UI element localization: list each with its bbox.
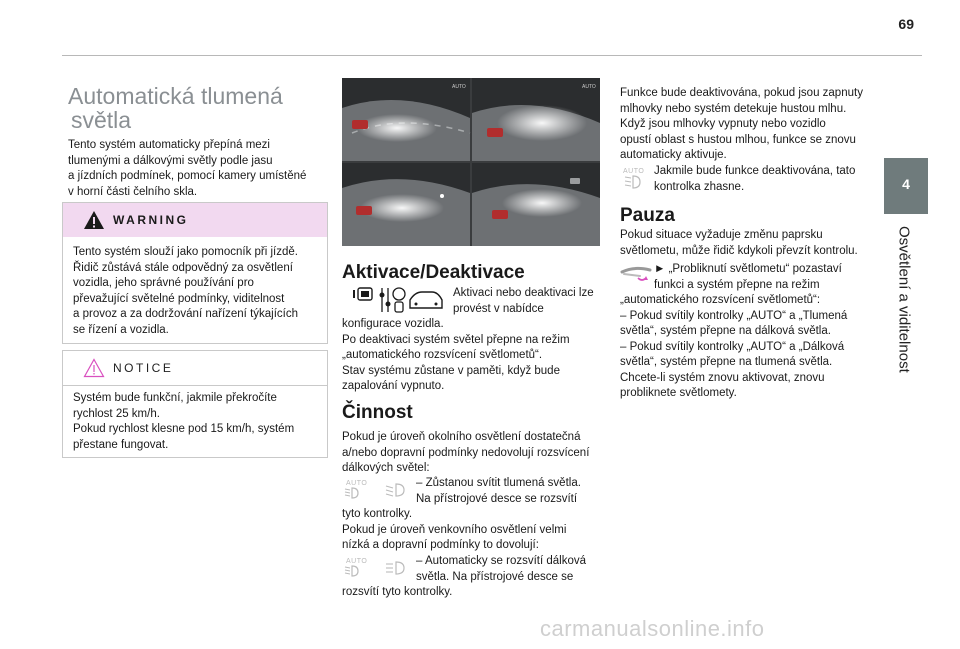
notice-line: Pokud rychlost klesne pod 15 km/h, systém: [73, 423, 295, 435]
col3-line: automaticky aktivuje.: [620, 149, 727, 161]
pause-line: – Pokud svítily kontrolky „AUTO“ a „Tlumená: [620, 309, 848, 322]
section-title-line1: Automatická tlumená: [68, 83, 283, 109]
notice-line: rychlost 25 km/h.: [73, 407, 160, 420]
settings-menu-icon: [350, 286, 450, 316]
pause-line: světlometu, může řidič kdykoli převzít kontrolu.: [620, 244, 858, 257]
activation-inline-line: Aktivaci nebo deaktivaci lze: [453, 287, 594, 299]
pause-inline-line: funkci a systém přepne na režim: [654, 278, 820, 291]
warning-label: WARNING: [113, 213, 189, 227]
road-illustration: [342, 78, 600, 246]
notice-text: [73, 391, 321, 453]
pause-line: probliknete světlomety.: [620, 387, 737, 399]
col3-line: Funkce bude deaktivována, pokud jsou zapnuty: [620, 87, 863, 99]
activation-line: „automatického rozsvícení světlometů“.: [342, 349, 543, 361]
road-scenes-image: [342, 78, 600, 246]
warning-line: vozidla, jeho správné používání pro: [73, 277, 254, 289]
operation-title: Činnost: [342, 402, 413, 423]
warning-line: Řidič zůstává stále odpovědný za osvětlení: [73, 261, 293, 274]
operation-line: dálkových světel:: [342, 462, 430, 474]
warning-line: se řízení a vozidla.: [73, 323, 169, 336]
warning-line: Tento systém slouží jako pomocník při jízdě.: [73, 246, 298, 258]
auto-high-beam-icons: [344, 556, 410, 578]
warning-line: a provoz a za dodržování nařízení týkajících: [73, 308, 299, 320]
headlight-flash-stalk-icon: [620, 262, 656, 284]
operation-text-2: [342, 507, 604, 554]
section-title: [68, 84, 318, 132]
chapter-tab: [884, 158, 928, 214]
pause-line: světla“, systém přepne na tlumená světla.: [620, 356, 833, 368]
activation-line: Stav systému zůstane v paměti, když bude: [342, 364, 560, 377]
operation-line: nízká a dopravní podmínky to dovolují:: [342, 539, 539, 551]
watermark: carmanualsonline.info: [540, 616, 765, 641]
auto-icon-text: AUTO: [346, 558, 368, 565]
operation-text-3: [342, 585, 604, 601]
notice-line: přestane fungovat.: [73, 438, 169, 451]
operation-line: rozsvítí tyto kontrolky.: [342, 586, 453, 598]
pause-inline-line: ► „Probliknutí světlometu“ pozastaví: [654, 263, 842, 275]
col3-line: Když jsou mlhovky vypnuty nebo vozidlo: [620, 118, 826, 130]
intro-text: [68, 138, 326, 200]
activation-line: konfigurace vozidla.: [342, 318, 444, 330]
auto-icon-text: AUTO: [346, 480, 368, 487]
operation-inline-line: – Automaticky se rozsvítí dálková: [416, 555, 587, 567]
pause-text-1: [620, 228, 882, 259]
activation-line: Po deaktivaci systém světel přepne na režim: [342, 333, 570, 346]
col3-line: mlhovky nebo systém detekuje hustou mlhu.: [620, 102, 847, 115]
pause-line: – Pokud svítily kontrolky „AUTO“ a „Dálková: [620, 340, 845, 353]
notice-label: NOTICE: [113, 361, 174, 375]
pause-title: Pauza: [620, 205, 675, 226]
scene-auto-text: AUTO: [582, 84, 596, 90]
intro-line: v horní části čelního skla.: [68, 185, 198, 198]
warning-line: převažující světelné podmínky, viditelnost: [73, 292, 285, 305]
notice-header: [63, 351, 327, 386]
pause-line: Chcete-li systém znovu aktivovat, znovu: [620, 371, 825, 384]
pause-text-2: [620, 293, 882, 402]
activation-text: [342, 317, 602, 395]
page-number: 69: [898, 16, 914, 32]
operation-text-1: [342, 430, 604, 477]
col3-inline-text: [654, 164, 884, 195]
activation-inline-text: [453, 286, 603, 317]
notice-line: Systém bude funkční, jakmile překročíte: [73, 392, 277, 404]
intro-line: Tento systém automaticky přepíná mezi: [68, 139, 270, 151]
activation-inline-line: provést v nabídce: [453, 302, 544, 315]
notice-triangle-icon: [83, 358, 105, 378]
pause-line: „automatického rozsvícení světlometů“:: [620, 294, 821, 306]
operation-line: a/nebo dopravní podmínky nedovolují rozsvícení: [342, 446, 590, 459]
col3-text-1: [620, 86, 882, 164]
operation-inline-line: Na přístrojové desce se rozsvítí: [416, 492, 578, 505]
col3-inline-line: Jakmile bude funkce deaktivována, tato: [654, 165, 856, 177]
intro-line: a jízdních podmínek, pomocí kamery umístěné: [68, 170, 307, 182]
operation-line: Pokud je úroveň okolního osvětlení dostatečná: [342, 431, 581, 443]
scene-auto-text: AUTO: [452, 84, 466, 90]
warning-box: [62, 202, 328, 344]
header-rule: [62, 55, 922, 56]
section-title-line2: světla: [71, 107, 132, 133]
chapter-title: Osvětlení a viditelnost: [895, 226, 913, 373]
operation-inline-line: – Zůstanou svítit tlumená světla.: [416, 477, 581, 489]
pause-inline-text: [654, 262, 884, 293]
intro-line: tlumenými a dálkovými světly podle jasu: [68, 154, 273, 167]
activation-line: zapalování vypnuto.: [342, 380, 445, 392]
operation-inline-1: [416, 476, 606, 507]
auto-low-beam-icons: [344, 478, 410, 500]
operation-line: Pokud je úroveň venkovního osvětlení velmi: [342, 523, 567, 536]
pause-line: světla“, systém přepne na dálková světla.: [620, 325, 831, 337]
pause-line: Pokud situace vyžaduje změnu paprsku: [620, 229, 823, 241]
notice-box: [62, 350, 328, 458]
operation-inline-line: světla. Na přístrojové desce se: [416, 570, 574, 583]
auto-icon-text: AUTO: [623, 168, 645, 175]
col3-line: opustí oblast s hustou mlhou, funkce se znovu: [620, 133, 856, 146]
operation-inline-2: [416, 554, 606, 585]
col3-inline-line: kontrolka zhasne.: [654, 180, 745, 193]
warning-triangle-icon: [83, 210, 105, 230]
activation-title: Aktivace/Deaktivace: [342, 262, 525, 283]
warning-header: [63, 203, 327, 237]
warning-text: [73, 245, 321, 338]
auto-indicator-icon: [622, 166, 648, 190]
chapter-number: 4: [902, 176, 910, 192]
chapter-side-title: [880, 226, 928, 406]
operation-line: tyto kontrolky.: [342, 508, 413, 520]
